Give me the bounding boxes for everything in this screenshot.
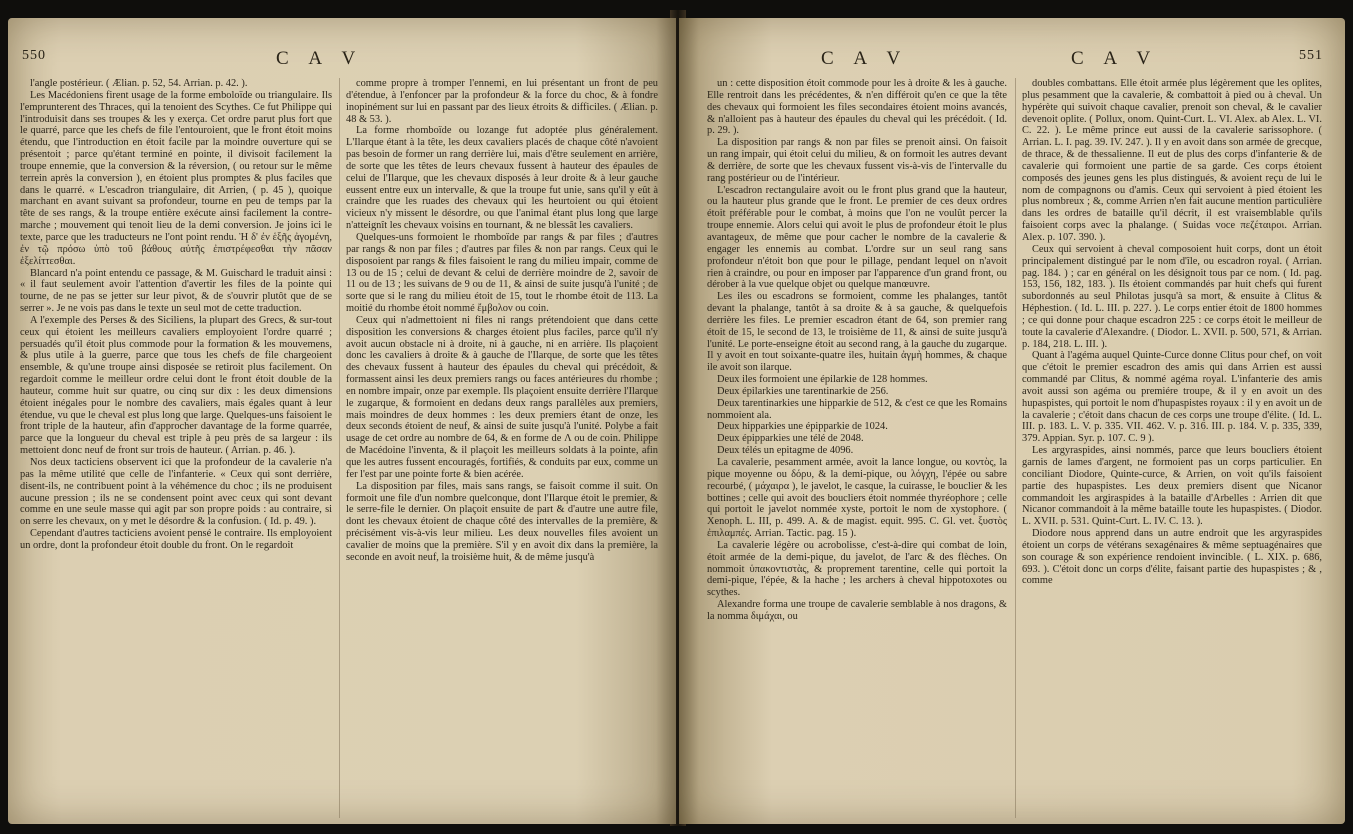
paragraph: Deux épipparkies une télé de 2048. xyxy=(717,433,864,445)
paragraph: Quelques-uns formoient le rhomboïde par rangs & par files ; d'autres par rangs & non par files ; d'autres par files & non par rangs. Ceux qui le disposoient par rangs & files faisoient le rang du milieu impair, comme de 13 ou de 15 ; celui de devant & celui de derrière moindre de 2, savoir de 11 ou de 13 ; les suivans de 9 ou de 11, & ainsi de suite jusqu'à l'unité ; de sorte que si le rang du milieu étoit de 15, tout le rhombe étoit de 113. La moitié du rhombe étoit nommé ἔμβολον ou coin. xyxy=(346,231,658,315)
paragraph: A l'exemple des Perses & des Siciliens, la plupart des Grecs, & sur-tout ceux qui étoient les meilleurs cavaliers employoient l'ordre quarré ; persuadés qu'il étoit plus commode pour la formation & les mouvemens, & plus utile à la guerre, parce que tous les chefs de file chargeoient ensemble, & qu'une troupe ainsi disposée se retiroit plus facilement. On regardoit comme le meilleur ordre celui dont le front étoit double de la hauteur, comme huit sur quatre, ou cinq sur dix : les deux dimensions étoient inégales pour le nombre des cavaliers, mais égales quant à leur étendue, vu que le cheval est plus long que large. Quelques-uns faisoient le front triple de la hauteur, afin d'approcher davantage de la forme quarrée, parce que la longueur du cheval est triple à peu près de sa largeur : ils mettoient donc neuf de front sur trois de hauteur. ( Arrian. p. 46. ). xyxy=(20,314,332,457)
paragraph: Diodore nous apprend dans un autre endroit que les argyraspides étoient un corps de vétérans sexagénaires & même septuagénaires que son courage & son expérience rendoient invincible. ( L. XIX. p. 686, 693. ). C'étoit donc un corps d'élite, faisant partie des hupaspistes ; & , comme xyxy=(1022,528,1322,587)
paragraph: Blancard n'a point entendu ce passage, & M. Guischard le traduit ainsi : « il faut seulement avoir l'attention d'avertir les files de la pointe qui tourne, de ne pas se jetter sur leur pivot, & de s'ouvrir plutôt que de se serrer ». Je ne vois pas dans le texte un seul mot de cette traduction. xyxy=(20,267,332,315)
paragraph: comme propre à tromper l'ennemi, en lui présentant un front de peu d'étendue, à l'enfoncer par la profondeur & la force du choc, & à fondre inopinément sur lui en passant par des lieux étroits & difficiles. ( Ælian. p. 48 & 53. ). xyxy=(346,78,658,125)
paragraph: Ceux qui n'admettoient ni files ni rangs prétendoient que dans cette disposition les conversions & charges étoient plus faciles, parce qu'il n'y avoit aucun obstacle ni à droite, ni à gauche, ni en arrière. Ils plaçoient donc les cavaliers à droite & à gauche de l'Ilarque, de sorte que les têtes des chevaux fussent à hauteur des épaules du cheval qui précédoit, & formassent ainsi les deux premiers rangs ou faces antérieures du rhombe ; en nombre impair, onze par exemple. Ils plaçoient ensuite derrière l'Ilarque le zugarque, & formoient en dedans deux rangs parallèles aux premiers, mais moindres de deux hommes : les deux premiers étant de onze, les deux seconds étoient de neuf, & ainsi de suite jusqu'à l'unité. Polybe a fait usage de cet ordre au nombre de 64, & en forme de Λ ou de coin. Philippe de Macédoine l'inventa, & il plaçoit les meilleurs soldats à la pointe, afin que les autres fussent encouragés, fortifiés, & conduits par eux, comme un fer l'est par une pointe forte & bien acérée. xyxy=(346,314,658,480)
paragraph: L'escadron rectangulaire avoit ou le front plus grand que la hauteur, ou la hauteur plus grande que le front. Le premier de ces deux ordres étoit préférable pour le combat, à moins que l'on ne voulût percer la troupe ennemie. Alors celui qui avoit le plus de profondeur étoit le plus avantageux, de même que pour cacher le nombre de la cavalerie & engager les ennemis au combat. L'ordre sur un seul rang sans profondeur n'étoit bon que pour le pillage, pendant lequel on n'avoit rien à craindre, ou pour en imposer par l'apparence d'un grand front, ou dérober à la vue quelque objet ou quelque manœuvre. xyxy=(707,184,1007,291)
page-number: 550 xyxy=(22,48,46,63)
paragraph: Deux tarentinarkies une hipparkie de 512, & c'est ce que les Romains nommoient ala. xyxy=(707,397,1007,421)
text-column-2 xyxy=(346,78,658,822)
page-number: 551 xyxy=(1299,48,1323,63)
paragraph: Cependant d'autres tacticiens avoient pensé le contraire. Ils employoient un ordre, dont la profondeur étoit double du front. On le regardoit xyxy=(20,528,332,551)
paragraph: doubles combattans. Elle étoit armée plus légèrement que les oplites, plus pesamment que la cavalerie, & combattoit à pied ou à cheval. Un hypérète qui suivoit chaque cavalier, prenoit son cheval, & le cavalier devenoit oplite. ( Pollux, onom. Quint-Curt. L. VI. Alex. ab Alex. L. VI. C. 22. ). Le même prince eut aussi de la cavalerie sarissophore. ( Arrian. L. I. pag. 39. IV. 247. ). Il y en avoit dans son armée de grecque, de thrace, & de thessalienne. Il eut de plus des corps d'infanterie & de cavalerie qui formoient une partie de sa garde. Ces corps étoient composés des jeunes gens les plus distingués, & avoient reçu de lui le nom de compagnons ou d'amis. Ceux qui servoient à pied étoient les plus nombreux ; &, comme Arrien n'en fait aucune mention particulière dans les ordres de bataille qu'il décrit, il est vraisemblable qu'ils faisoient corps avec la phalange. ( Suidas voce πεζέταιροι. Arrian. Alex. p. 107. 390. ). xyxy=(1022,78,1322,243)
paragraph: La disposition par files, mais sans rangs, se faisoit comme il suit. On formoit une file d'un nombre quelconque, dont l'Ilarque étoit le premier, & le serre-file le dernier. On plaçoit ensuite de part & d'autre une autre file, dont les chevaux étoient de chaque côté des intervalles de la première, & précisément vis-à-vis leur milieu. Les deux nouvelles files avoient un cavalier de moins que la première. S'il y en avoit dix dans la première, la seconde en avoit neuf, la troisième huit, & de même jusqu'à xyxy=(346,480,658,563)
right-page xyxy=(679,18,1345,824)
paragraph: Ceux qui servoient à cheval composoient huit corps, dont un étoit principalement distingué par le nom d'île, ou escadron royal. ( Arrian. pag. 184. ) ; car en général on les désignoit tous par ce nom. ( Id. pag. 153, 156, 182, 183. ). Ils étoient commandés par huit chefs qui furent subordonnés au seul Philotas jusqu'à sa mort, & ensuite à Clitus & Héphestion. ( Id. L. III. p. 227. ). Le corps entier étoit de 1800 hommes ; ce qui donne pour chaque escadron 225 : ce corps étoit le meilleur de toute la cavalerie d'Alexandre. ( Diodor. L. XVII. p. 500, 571, & Arrian. p. 184, 218. L. III. ). xyxy=(1022,243,1322,350)
text-column-1 xyxy=(707,78,1007,822)
paragraph: La forme rhomboïde ou lozange fut adoptée plus généralement. L'Ilarque étant à la tête, les deux cavaliers placés de chaque côté n'avoient pas besoin de former un rang derrière lui, mais d'être seulement en arrière, de sorte que les têtes de leurs chevaux fussent à hauteur des épaules de celui de l'Ilarque, que les chevaux disposés à leur droite & à leur gauche eussent entre eux un intervalle, & que la troupe fut unie, sans qu'il y eût à craindre que les ruades des chevaux qui les heurtoient ou qui étoient vicieux n'y missent le désordre, ou que l'animal étant plus long que large n'atteignît les chevaux voisins en tournant, & ne blessât les cavaliers. xyxy=(346,125,658,232)
paragraph: Quant à l'agéma auquel Quinte-Curce donne Clitus pour chef, on voit que c'étoit le premier escadron des amis qui dans Arrien est aussi commandé par Clitus, & nommé agéma royal. L'infanterie des amis avoit aussi son agéma ou premiére troupe, & il y en avoit un des hupaspistes, qui portoit le nom d'hupaspistes royaux : il y en avoit un de la cavalerie ; c'étoit dans chacun de ces corps une troupe d'élite. ( Id. L. III. p. 183. L. V. p. 335. VII. 462. V. p. 316. III. p. 184. V. p. 335, 339, 379. Appian. Syr. p. 107. C. 9 ). xyxy=(1022,350,1322,445)
text-column-1 xyxy=(20,78,332,822)
running-head: C A V xyxy=(276,48,364,69)
paragraph: Les argyraspides, ainsi nommés, parce que leurs boucliers étoient garnis de lames d'argent, ne formoient pas un corps particulier. En conciliant Diodore, Quinte-curce, & Arrien, on voit qu'ils faisoient partie des hupaspistes. Les deux premiers disent que Nicanor commandoit les argiraspides à la bataille d'Arbelles : Arrien dit que Nicanor commandoit à la même bataille toute les hupaspistes. ( Diodor. L. XVII. p. 531. Quint-Curt. L. IV. C. 13. ). xyxy=(1022,445,1322,528)
column-divider xyxy=(339,78,340,818)
text-column-2 xyxy=(1022,78,1322,822)
paragraph: Les iles ou escadrons se formoient, comme les phalanges, tantôt devant la phalange, tantôt à sa droite & à sa gauche, & quelquefois derrière les files. Le premier escadron étant de 64, son premier rang étoit de 15, le second de 13, le troisième de 11, & ainsi de suite jusqu'à l'unité. Le porte-enseigne étoit au second rang, à la gauche du zugarque. Il y avoit en tout soixante-quatre iles, huitain ἀγμὴ hommes, & chaque ile avoit son ilarque. xyxy=(707,291,1007,374)
paragraph: Nos deux tacticiens observent ici que la profondeur de la cavalerie n'a pas la même utilité que celle de l'infanterie. « Ceux qui sont derrière, disent-ils, ne contribuent point à la véhémence du choc ; ils ne produisent aucune pression ; ils ne se condensent point avec ceux qui sont devant comme en une seule masse qui agit par son propre poids : au contraire, si on serre les chevaux, on y met le désordre & la confusion. ( Id. p. 49. ). xyxy=(20,457,332,528)
left-page xyxy=(8,18,676,824)
paragraph: Deux hipparkies une épipparkie de 1024. xyxy=(717,421,888,433)
column-divider xyxy=(1015,78,1016,818)
paragraph: La cavalerie légère ou acrobolisse, c'est-à-dire qui combat de loin, étoit armée de la demi-pique, du javelot, de l'arc & des flèches. On nommoit ὑπακοντιστὰς, & proprement tarentine, celle qui portoit la demi-pique, l'épée, & la hache ; les archers à cheval hippotoxotes ou scythes. xyxy=(707,539,1007,599)
paragraph: Les Macédoniens firent usage de la forme emboloïde ou triangulaire. Ils l'emprunterent des Thraces, qui la tenoient des Scythes. Ce fut Philippe qui l'introduisit dans ses troupes & les y exerça. Cet ordre parut plus fort que le quarré, parce que les chefs de file l'entouroient, que le front étoit moins étendu, que l'introduction en étoit facile par la moindre ouverture qui se présentoit ; parce qu'étant terminé en pointe, il divisoit facilement la troupe ennemie, que la conversion & la réversion, ( ou retour sur le même terrein après la conversion ), en étoient plus promptes & plus faciles que dans le quarré. « L'escadron triangulaire, dit Arrien, ( p. 45 ), quoique marchant en avant suivant sa profondeur, tourne en peu de temps par la tête de ses rangs, & la troupe entière exécute ainsi facilement la contre-marche ; mouvement qui tenoit lieu de la demi conversion. Je joins ici le texte, parce que les traducteurs ne l'ont point rendu. Ἡ δ' ἐν ἑξῆς ἀγομένη, ἐν τῷ πρόσω ὑπὸ τοῦ βάθους αὐτῆς ἐπιστρέφεσθαι τὴν πᾶσαν ἐξελίττεσθαι. xyxy=(20,89,332,267)
paragraph: La disposition par rangs & non par files se prenoit ainsi. On faisoit un rang impair, qui étoit celui du milieu, & on formoit les autres devant & derrière, de sorte que les chevaux fussent vis-à-vis de l'intervalle du rang postérieur ou de l'intérieur. xyxy=(707,137,1007,184)
running-head: C A V xyxy=(821,48,909,69)
paragraph: Deux iles formoient une épilarkie de 128 hommes. xyxy=(717,374,928,386)
paragraph: l'angle postérieur. ( Ælian. p. 52, 54. Arrian. p. 42. ). xyxy=(30,78,248,89)
paragraph: Deux télés un epitagme de 4096. xyxy=(717,445,854,457)
running-head-2: C A V xyxy=(1071,48,1159,69)
paragraph: La cavalerie, pesamment armée, avoit la lance longue, ou κοντὸς, la pique moyenne ou δόρυ, & la demi-pique, ou λόγχη, l'épée ou sabre recourbé, ( μάχαιρα ), le javelot, le casque, la cuirasse, le bouclier & les bottines ; celle qui avoit des boucliers étoit nommée thyréophore ; celle qui portoit le javelot nommée xyste, portoit le nom de xystophore. ( Xenoph. L. III, p. 499. A. & de magist. equit. 995. C. Gl. vet. ξυστὸς ἐπιλαμπές. Arrian. Tactic. pag. 15 ). xyxy=(707,457,1007,540)
paragraph: Alexandre forma une troupe de cavalerie semblable à nos dragons, & la nomma διμάχαι, ou xyxy=(707,599,1007,622)
paragraph: Deux épilarkies une tarentinarkie de 256. xyxy=(717,385,889,397)
paragraph: un : cette disposition étoit commode pour les à droite & les à gauche. Elle rentroit dans les précédentes, & n'en différoit qu'en ce que la tête des chevaux qui formoient les files secondaires étoient moins avancés, & n'alloient pas à hauteur des épaules du cheval qui les précédoit. ( Id. p. 29. ). xyxy=(707,78,1007,137)
